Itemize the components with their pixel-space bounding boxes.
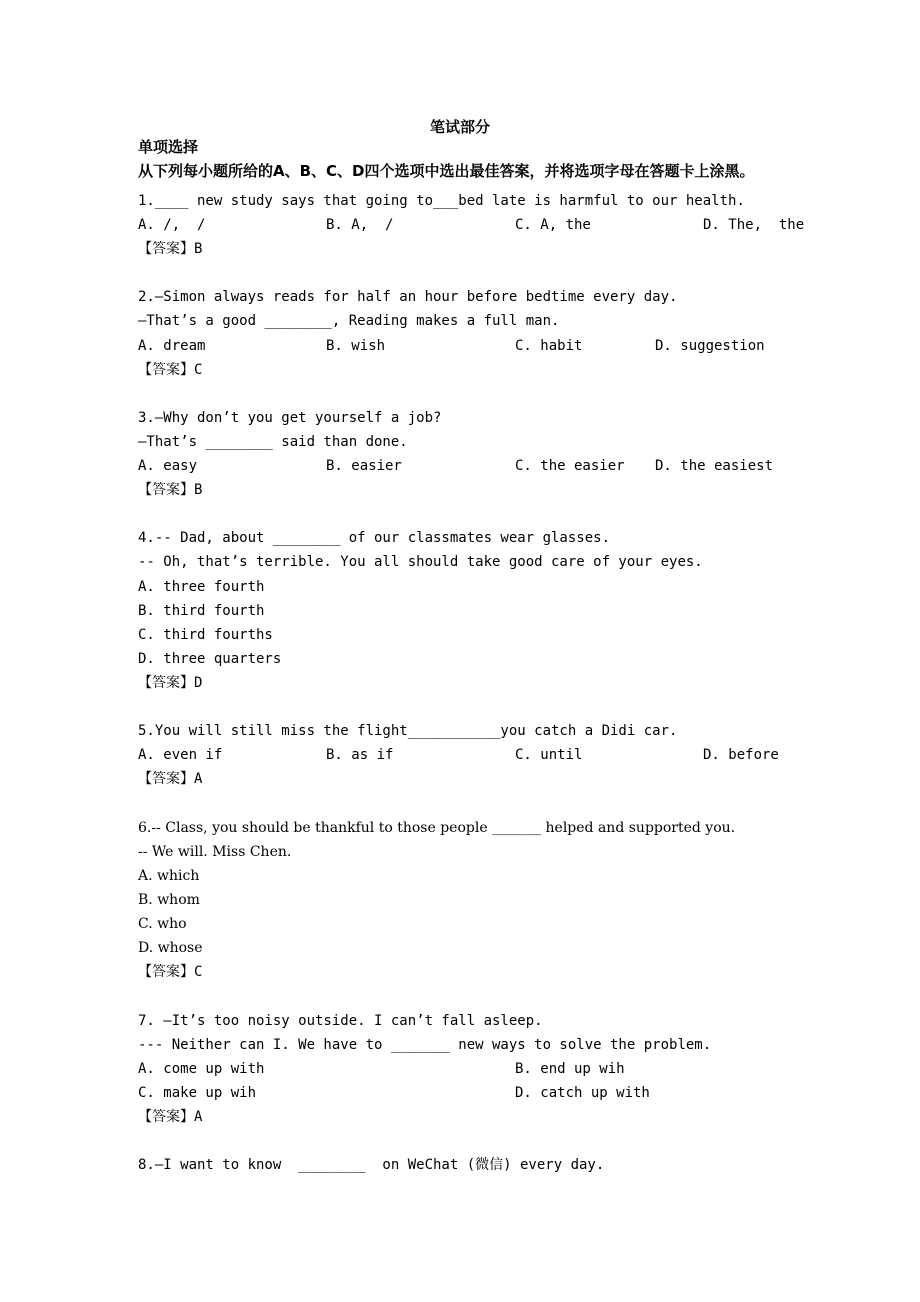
question-6-line-1: 6.-- Class, you should be thankful to those people _______ helped and supported you.: [138, 820, 736, 836]
question-6-answer: 【答案】C: [138, 964, 203, 980]
section-heading: 单项选择: [138, 138, 199, 156]
question-3-line-1: 3.—Why don’t you get yourself a job?: [138, 410, 442, 426]
question-5-option-a: A. even if: [138, 747, 223, 763]
question-4-line-1: 4.-- Dad, about ________ of our classmates wear glasses.: [138, 530, 611, 546]
question-3-option-a: A. easy: [138, 458, 198, 474]
question-4-option-b: B. third fourth: [138, 603, 265, 619]
question-6-line-2: -- We will. Miss Chen.: [138, 844, 292, 860]
question-2-option-d: D. suggestion: [655, 338, 765, 354]
question-6-option-d: D. whose: [138, 940, 203, 956]
question-4-option-c: C. third fourths: [138, 627, 273, 643]
question-2-line-1: 2.—Simon always reads for half an hour before bedtime every day.: [138, 289, 678, 305]
question-5-option-b: B. as if: [326, 747, 394, 763]
question-2-option-a: A. dream: [138, 338, 206, 354]
question-2-line-2: —That’s a good ________, Reading makes a full man.: [138, 313, 560, 329]
question-1-option-d: D. The, the: [703, 217, 805, 233]
question-4-line-2: -- Oh, that’s terrible. You all should take good care of your eyes.: [138, 554, 703, 570]
question-7-option-a: A. come up with: [138, 1061, 265, 1077]
question-7-line-2: --- Neither can I. We have to _______ new ways to solve the problem.: [138, 1037, 712, 1053]
question-7-option-d: D. catch up with: [515, 1085, 650, 1101]
question-5-answer: 【答案】A: [138, 771, 203, 787]
question-5-option-c: C. until: [515, 747, 583, 763]
question-8-line-1: 8.—I want to know ________ on WeChat (微信) every day.: [138, 1157, 605, 1173]
question-3-line-2: —That’s ________ said than done.: [138, 434, 408, 450]
question-7-option-b: B. end up wih: [515, 1061, 625, 1077]
question-6-option-b: B. whom: [138, 892, 200, 908]
question-7-line-1: 7. —It’s too noisy outside. I can’t fall asleep.: [138, 1013, 543, 1029]
question-3-answer: 【答案】B: [138, 482, 203, 498]
question-2-option-c: C. habit: [515, 338, 583, 354]
question-4-answer: 【答案】D: [138, 675, 203, 691]
question-6-option-a: A. which: [138, 868, 200, 884]
page-title: 笔试部分: [429, 118, 490, 136]
question-1-answer: 【答案】B: [138, 241, 203, 257]
question-1-option-c: C. A, the: [515, 217, 591, 233]
question-3-option-d: D. the easiest: [655, 458, 774, 474]
question-4-option-a: A. three fourth: [138, 579, 265, 595]
question-3-option-c: C. the easier: [515, 458, 625, 474]
question-2-option-b: B. wish: [326, 338, 386, 354]
question-2-answer: 【答案】C: [138, 362, 203, 378]
question-7-answer: 【答案】A: [138, 1109, 203, 1125]
question-4-option-d: D. three quarters: [138, 651, 282, 667]
question-6-option-c: C. who: [138, 916, 187, 932]
question-7-option-c: C. make up wih: [138, 1085, 257, 1101]
question-3-option-b: B. easier: [326, 458, 402, 474]
question-5-option-d: D. before: [703, 747, 779, 763]
question-1-option-b: B. A, /: [326, 217, 394, 233]
question-1-option-a: A. /, /: [138, 217, 206, 233]
question-5-stem: 5.You will still miss the flight___________you catch a Didi car.: [138, 723, 678, 739]
question-1-stem: 1.____ new study says that going to___bed late is harmful to our health.: [138, 193, 745, 209]
instructions: 从下列每小题所给的A、B、C、D四个选项中选出最佳答案，并将选项字母在答题卡上涂黑。: [138, 162, 755, 180]
